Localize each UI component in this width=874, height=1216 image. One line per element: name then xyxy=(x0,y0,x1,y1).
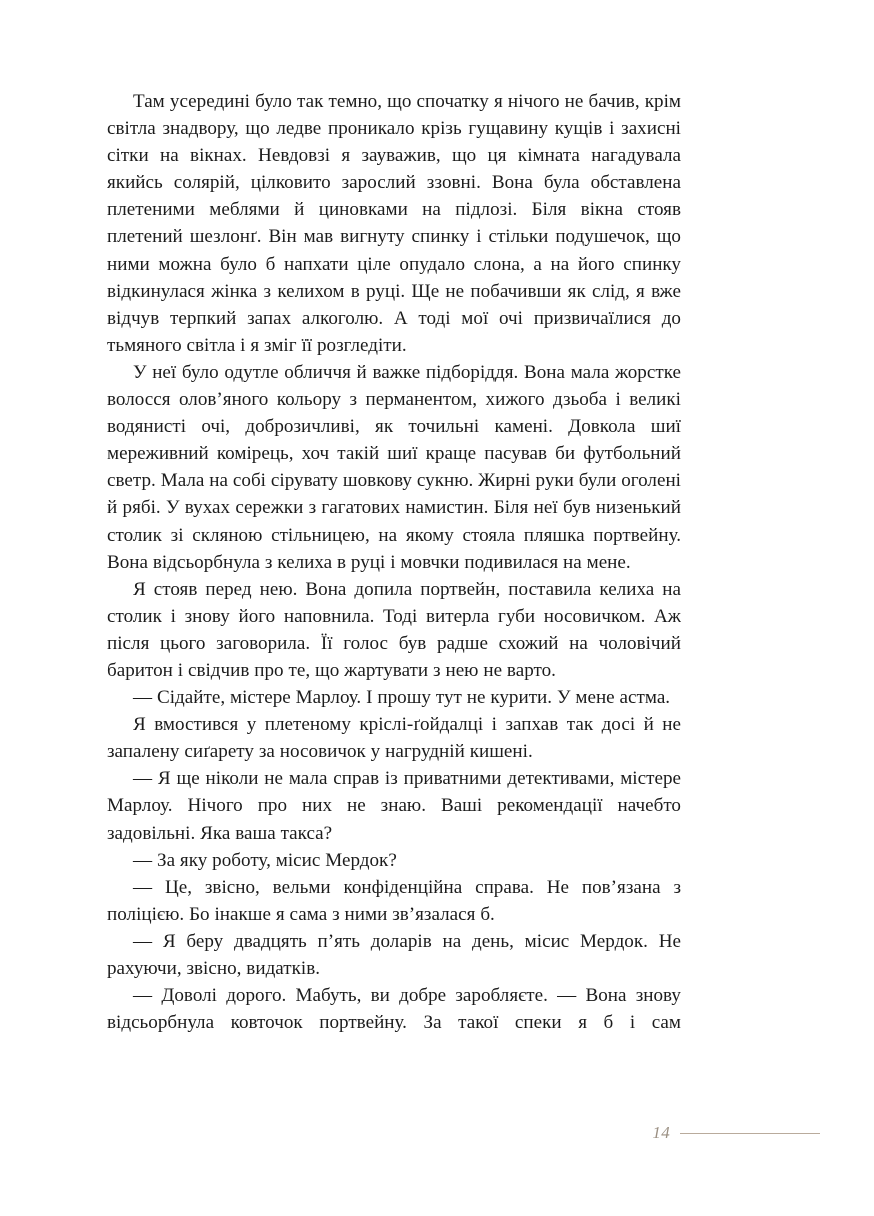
paragraph-dialogue: — Це, звісно, вельми конфіденційна справа. Не пов’язана з поліцією. Бо інакше я сама з ними зв’язалася б. xyxy=(107,876,681,925)
paragraph-dialogue: — Сідайте, містере Марлоу. І прошу тут не курити. У мене астма. xyxy=(133,687,671,709)
paragraph-dialogue: — Доволі дорого. Мабуть, ви добре заробляєте. — Вона знову відсьорбнула ковточок портвейну. За такої спеки я б і сам xyxy=(107,985,681,1034)
footer-rule xyxy=(680,1133,820,1134)
paragraph: У неї було одутле обличчя й важке підборіддя. Вона мала жорстке волосся олов’яного кольору з перманентом, хижого дзьоба і великі водянисті очі, доброзичливі, як точильні камені. Довкола шиї мереживний комірець, хоч такій шиї краще пасував би футбольний светр. Мала на собі сірувату шовкову сукню. Жирні руки були оголені й рябі. У вухах сережки з гагатових намистин. Біля неї був низенький столик зі скляною стільницею, на якому стояла пляшка портвейну. Вона відсьорбнула з келиха в руці і мовчки подивилася на мене. xyxy=(107,361,681,573)
paragraph: Я вмостився у плетеному кріслі-ґойдалці і запхав так досі й не запалену сиґарету за носовичок у нагрудній кишені. xyxy=(107,714,681,763)
page-body-text xyxy=(107,88,681,1036)
paragraph-dialogue: — Я беру двадцять п’ять доларів на день, місис Мердок. Не рахуючи, звісно, видатків. xyxy=(107,930,681,979)
page-footer xyxy=(107,1121,820,1145)
paragraph-dialogue: — Я ще ніколи не мала справ із приватними детективами, містере Марлоу. Нічого про них не знаю. Ваші рекомендації начебто задовільні. Яка ваша такса? xyxy=(107,768,681,844)
page-number: 14 xyxy=(652,1123,670,1142)
paragraph: Там усередині було так темно, що спочатку я нічого не бачив, крім світла знадвору, що ледве проникало крізь гущавину кущів і захисні сітки на вікнах. Невдовзі я зауважив, що ця кімната нагадувала якийсь солярій, цілковито зарослий ззовні. Вона була обставлена плетеними меблями й циновками на підлозі. Біля вікна стояв плетений шезлонґ. Він мав вигнуту спинку і стільки подушечок, що ними можна було б напхати ціле опудало слона, а на його спинку відкинулася жінка з келихом в руці. Ще не побачивши як слід, я вже відчув терпкий запах алкоголю. А тоді мої очі призвичаїлися до тьмяного світла і я зміг її розгледіти. xyxy=(107,91,681,356)
paragraph: Я стояв перед нею. Вона допила портвейн, поставила келиха на столик і знову його наповнила. Тоді витерла губи носовичком. Аж після цього заговорила. Її голос був радше схожий на чоловічий баритон і свідчив про те, що жартувати з нею не варто. xyxy=(107,578,681,681)
paragraph-dialogue: — За яку роботу, місис Мердок? xyxy=(133,849,397,871)
